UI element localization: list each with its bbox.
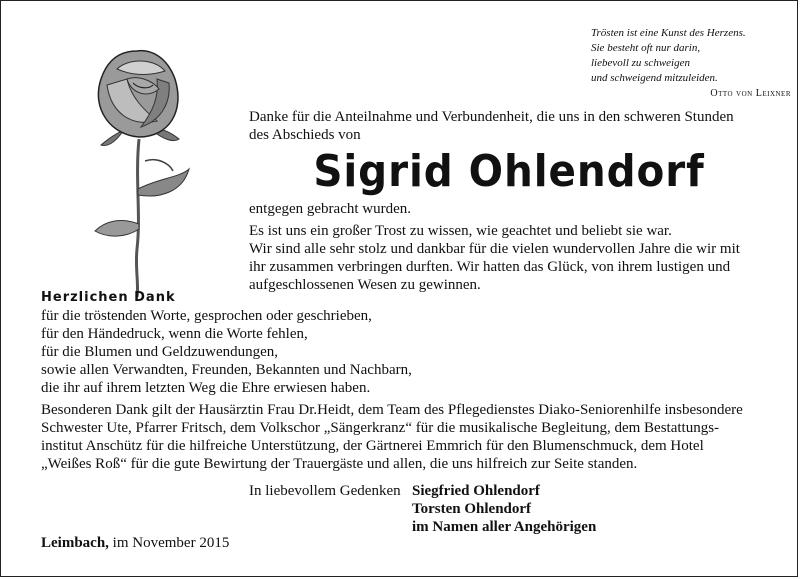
thanks-heading: Herzlichen Dank: [41, 290, 176, 305]
signer-name: im Namen aller Angehörigen: [412, 519, 597, 535]
intro-line: des Abschieds von: [249, 127, 361, 143]
thanks-line: sowie allen Verwandten, Freunden, Bekannten und Nachbarn,: [41, 362, 412, 378]
thanks-line: für die tröstenden Worte, gesprochen oder geschrieben,: [41, 308, 372, 324]
tribute-paragraph: [249, 222, 769, 294]
special-thanks: [41, 401, 766, 473]
after-name-text: entgegen gebracht wurden.: [249, 201, 412, 217]
paragraph-line: Es ist uns ein großer Trost zu wissen, wie geachtet und beliebt sie war.: [249, 223, 672, 239]
quote-line: und schweigend mitzuleiden.: [591, 72, 718, 84]
quote-author: Otto von Leixner: [710, 88, 791, 99]
epigraph-quote: [591, 26, 791, 101]
thanks-line: die ihr auf ihrem letzten Weg die Ehre erwiesen haben.: [41, 380, 371, 396]
paragraph-line: aufgeschlossenen Wesen zu gewinnen.: [249, 277, 481, 293]
date: im November 2015: [112, 535, 230, 551]
place: Leimbach,: [41, 535, 109, 551]
place-date: [41, 534, 229, 552]
thanks-line: für den Händedruck, wenn die Worte fehlen,: [41, 326, 308, 342]
signer-name: Siegfried Ohlendorf: [412, 483, 540, 499]
special-thanks-line: Besonderen Dank gilt der Hausärztin Frau Dr.Heidt, dem Team des Pflegedienstes Diako-Seniorenhilfe insbesondere: [41, 402, 743, 418]
quote-line: liebevoll zu schweigen: [591, 57, 690, 69]
intro-text: [249, 108, 769, 144]
paragraph-line: ihr zusammen verbringen durften. Wir hatten das Glück, von ihrem lustigen und: [249, 259, 731, 275]
quote-line: Sie besteht oft nur darin,: [591, 42, 701, 54]
special-thanks-line: institut Anschütz für die hilfreiche Unterstützung, der Gärtnerei Emmrich für den Blumenschmuck, dem Hotel: [41, 438, 704, 454]
signer-name: Torsten Ohlendorf: [412, 501, 532, 517]
deceased-name: Sigrid Ohlendorf: [313, 146, 705, 197]
paragraph-line: Wir sind alle sehr stolz und dankbar für die vielen wundervollen Jahre die wir mit: [249, 241, 740, 257]
quote-line: Trösten ist eine Kunst des Herzens.: [591, 27, 746, 39]
intro-line: Danke für die Anteilnahme und Verbundenheit, die uns in den schweren Stunden: [249, 109, 734, 125]
special-thanks-line: Schwester Ute, Pfarrer Fritsch, dem Volkschor „Sängerkranz“ für die musikalische Begleitung, dem Bestattungs-: [41, 420, 720, 436]
memory-phrase: In liebevollem Gedenken: [249, 483, 401, 499]
special-thanks-line: „Weißes Roß“ für die gute Bewirtung der Trauergäste und allen, die uns hilfreich zur Seite standen.: [41, 456, 638, 472]
rose-icon: [61, 39, 211, 299]
thanks-list: [41, 307, 441, 397]
signers: [412, 482, 596, 536]
thanks-line: für die Blumen und Geldzuwendungen,: [41, 344, 279, 360]
